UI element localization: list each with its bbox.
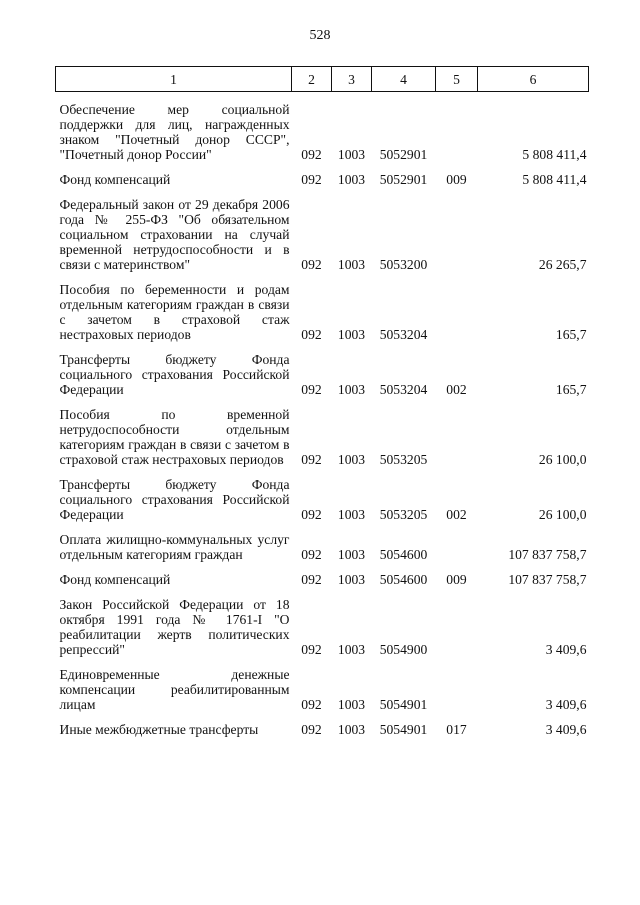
- row-code-vr: [436, 407, 478, 467]
- row-description: Трансферты бюджету Фонда социального страхования Российской Федерации: [59, 477, 290, 522]
- column-header-3: 3: [332, 67, 372, 92]
- row-gap-cell: [56, 712, 589, 722]
- row-code-gr: 092: [301, 722, 322, 737]
- row-amount: 3 409,6: [545, 697, 587, 712]
- row-code-gr: 092: [301, 697, 322, 712]
- row-code-vr: 009: [446, 172, 467, 187]
- row-gap-cell: [56, 657, 589, 667]
- column-header-5: 5: [436, 67, 478, 92]
- row-gap: [56, 657, 589, 667]
- row-code-csr: 5054901: [379, 722, 428, 737]
- row-description: Фонд компенсаций: [59, 172, 171, 187]
- row-code-csr: 5053205: [379, 507, 428, 522]
- row-gap-cell: [56, 562, 589, 572]
- row-gap-cell: [56, 187, 589, 197]
- page-number: 528: [309, 28, 331, 43]
- row-gap: [56, 92, 589, 103]
- row-code-vr: [436, 102, 478, 162]
- table-row: [56, 597, 589, 657]
- row-code-gr: 092: [301, 382, 322, 397]
- row-description: Федеральный закон от 29 декабря 2006 года № 255-ФЗ "Об обязательном социальном страховании на случай временной нетрудоспособности и в связи с материнством": [59, 197, 290, 272]
- table-row: [56, 352, 589, 397]
- row-code-rz: 1003: [337, 147, 366, 162]
- row-code-vr: 017: [446, 722, 467, 737]
- row-description: Закон Российской Федерации от 18 октября 1991 года № 1761-I "О реабилитации жертв политических репрессий": [59, 597, 290, 657]
- row-code-csr: 5053204: [379, 382, 428, 397]
- row-gap: [56, 187, 589, 197]
- table-row: [56, 282, 589, 342]
- row-code-rz: 1003: [337, 572, 366, 587]
- row-code-rz: 1003: [337, 172, 366, 187]
- table-body: [56, 92, 589, 738]
- row-code-csr: 5054901: [379, 697, 428, 712]
- row-code-gr: 092: [301, 547, 322, 562]
- row-code-rz: 1003: [337, 697, 366, 712]
- table-row: [56, 722, 589, 737]
- row-amount: 26 265,7: [538, 257, 587, 272]
- row-code-csr: 5053205: [379, 452, 428, 467]
- row-code-vr: [436, 197, 478, 272]
- row-description: Иные межбюджетные трансферты: [59, 722, 259, 737]
- row-code-gr: 092: [301, 147, 322, 162]
- row-description: Трансферты бюджету Фонда социального страхования Российской Федерации: [59, 352, 290, 397]
- row-amount: 26 100,0: [538, 452, 587, 467]
- row-gap-cell: [56, 587, 589, 597]
- row-code-vr: 002: [446, 382, 467, 397]
- row-gap-cell: [56, 522, 589, 532]
- row-code-csr: 5054600: [379, 547, 428, 562]
- row-code-csr: 5054900: [379, 642, 428, 657]
- row-gap: [56, 712, 589, 722]
- row-code-gr: 092: [301, 327, 322, 342]
- table-row: [56, 532, 589, 562]
- column-header-6: 6: [478, 67, 589, 92]
- row-gap: [56, 272, 589, 282]
- row-gap: [56, 397, 589, 407]
- row-code-vr: 002: [446, 507, 467, 522]
- table-row: [56, 477, 589, 522]
- row-description: Пособия по временной нетрудоспособности отдельным категориям граждан в связи с зачетом в страховой стаж нестраховых периодов: [59, 407, 290, 467]
- row-code-csr: 5053204: [379, 327, 428, 342]
- table-row: [56, 572, 589, 587]
- row-code-gr: 092: [301, 452, 322, 467]
- row-amount: 5 808 411,4: [522, 172, 587, 187]
- row-code-vr: [436, 282, 478, 342]
- row-code-gr: 092: [301, 642, 322, 657]
- row-amount: 3 409,6: [545, 722, 587, 737]
- table-row: [56, 172, 589, 187]
- row-description: Обеспечение мер социальной поддержки для лиц, награжденных знаком "Почетный донор СССР", "Почетный донор России": [59, 102, 290, 162]
- row-code-gr: 092: [301, 507, 322, 522]
- table-row: [56, 667, 589, 712]
- row-gap-cell: [56, 467, 589, 477]
- row-gap-cell: [56, 342, 589, 352]
- row-description: Единовременные денежные компенсации реабилитированным лицам: [59, 667, 290, 712]
- budget-table: [55, 66, 589, 737]
- row-code-csr: 5053200: [379, 257, 428, 272]
- row-code-rz: 1003: [337, 327, 366, 342]
- row-amount: 165,7: [555, 327, 587, 342]
- row-code-gr: 092: [301, 257, 322, 272]
- row-gap-cell: [56, 272, 589, 282]
- row-gap-cell: [56, 92, 589, 103]
- row-code-csr: 5052901: [379, 147, 428, 162]
- column-header-1: 1: [56, 67, 292, 92]
- table-header-row: [56, 67, 589, 92]
- row-gap: [56, 587, 589, 597]
- column-header-4: 4: [372, 67, 436, 92]
- row-code-csr: 5054600: [379, 572, 428, 587]
- row-amount: 3 409,6: [545, 642, 587, 657]
- row-amount: 26 100,0: [538, 507, 587, 522]
- row-gap: [56, 467, 589, 477]
- row-code-rz: 1003: [337, 382, 366, 397]
- row-code-rz: 1003: [337, 722, 366, 737]
- row-code-rz: 1003: [337, 257, 366, 272]
- row-description: Оплата жилищно-коммунальных услуг отдельным категориям граждан: [59, 532, 290, 562]
- row-amount: 165,7: [555, 382, 587, 397]
- row-code-gr: 092: [301, 172, 322, 187]
- row-code-rz: 1003: [337, 452, 366, 467]
- table-row: [56, 197, 589, 272]
- row-description: Фонд компенсаций: [59, 572, 171, 587]
- row-gap: [56, 342, 589, 352]
- row-amount: 5 808 411,4: [522, 147, 587, 162]
- row-code-vr: [436, 532, 478, 562]
- row-description: Пособия по беременности и родам отдельным категориям граждан в связи с зачетом в страховой стаж нестраховых периодов: [59, 282, 290, 342]
- row-gap: [56, 562, 589, 572]
- row-code-csr: 5052901: [379, 172, 428, 187]
- table-row: [56, 102, 589, 162]
- row-code-rz: 1003: [337, 547, 366, 562]
- row-code-vr: [436, 597, 478, 657]
- row-code-vr: 009: [446, 572, 467, 587]
- table-row: [56, 407, 589, 467]
- row-code-gr: 092: [301, 572, 322, 587]
- row-gap-cell: [56, 162, 589, 172]
- row-code-rz: 1003: [337, 507, 366, 522]
- column-header-2: 2: [292, 67, 332, 92]
- row-amount: 107 837 758,7: [508, 547, 587, 562]
- row-amount: 107 837 758,7: [508, 572, 587, 587]
- row-gap: [56, 162, 589, 172]
- row-code-rz: 1003: [337, 642, 366, 657]
- row-gap-cell: [56, 397, 589, 407]
- row-gap: [56, 522, 589, 532]
- row-code-vr: [436, 667, 478, 712]
